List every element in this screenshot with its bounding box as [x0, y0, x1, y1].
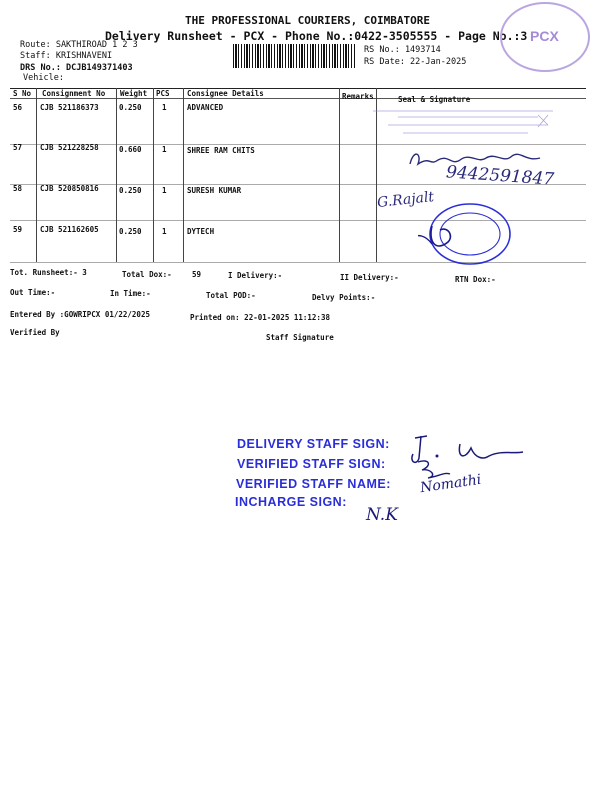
runsheet-subtitle: Delivery Runsheet - PCX - Phone No.:0422-3505555 - Page No.:3 — [105, 29, 528, 43]
total-dox-label: Total Dox:- — [122, 270, 172, 279]
rs-date: RS Date: 22-Jan-2025 — [364, 57, 467, 67]
handwritten-phone: 9442591847 — [445, 162, 555, 190]
stamp-verified-staff-sign: VERIFIED STAFF SIGN: — [237, 457, 386, 471]
row-weight: 0.250 — [119, 227, 142, 236]
col-weight: Weight — [120, 89, 148, 98]
in-time: In Time:- — [110, 289, 151, 298]
vehicle-label: Vehicle: — [23, 73, 64, 83]
staff-label: Staff: KRISHNAVENI — [20, 51, 113, 61]
row-sno: 59 — [13, 225, 23, 234]
stamp-verified-staff-name: VERIFIED STAFF NAME: — [236, 477, 391, 491]
barcode — [233, 44, 355, 68]
entered-by: Entered By :GOWRIPCX 01/22/2025 — [10, 310, 150, 319]
row-weight: 0.250 — [119, 103, 142, 112]
verified-staff-name-handwritten: Nomathi — [419, 471, 483, 497]
ii-delivery: II Delivery:- — [340, 273, 399, 282]
pcx-seal-text: PCX — [530, 28, 559, 44]
tot-runsheet: Tot. Runsheet:- 3 — [10, 268, 87, 277]
row-sno: 56 — [13, 103, 23, 112]
col-seal-signature: Seal & Signature — [398, 95, 471, 104]
row-consignee: SHREE RAM CHITS — [187, 146, 255, 155]
delvy-points: Delvy Points:- — [312, 293, 376, 302]
total-pod: Total POD:- — [206, 291, 256, 300]
staff-signature-label: Staff Signature — [266, 333, 334, 342]
drs-number: DRS No.: DCJB149371403 — [20, 63, 133, 73]
company-stamp-icon — [368, 103, 568, 143]
incharge-initials-handwritten: N.K — [366, 505, 398, 525]
out-time: Out Time:- — [10, 288, 56, 297]
total-dox-value: 59 — [192, 270, 202, 279]
rtn-dox: RTN Dox:- — [455, 275, 496, 284]
row-pcs: 1 — [162, 186, 167, 195]
row-weight: 0.660 — [119, 145, 142, 154]
row-sno: 57 — [13, 143, 23, 152]
stamp-incharge-sign: INCHARGE SIGN: — [235, 495, 347, 509]
stamp-delivery-staff-sign: DELIVERY STAFF SIGN: — [237, 437, 390, 451]
printed-on: Printed on: 22-01-2025 11:12:38 — [190, 313, 330, 322]
row-consignment: CJB 521228258 — [40, 143, 99, 152]
row-consignee: SURESH KUMAR — [187, 186, 242, 195]
row-pcs: 1 — [162, 145, 167, 154]
col-pcs: PCS — [156, 89, 170, 98]
round-seal-icon — [418, 196, 518, 268]
handwritten-name: G.Rajalt — [376, 189, 435, 211]
row-pcs: 1 — [162, 227, 167, 236]
row-consignment: CJB 521186373 — [40, 103, 99, 112]
row-consignee: ADVANCED — [187, 103, 224, 112]
verified-by: Verified By — [10, 328, 60, 337]
row-pcs: 1 — [162, 103, 167, 112]
row-consignee: DYTECH — [187, 227, 215, 236]
i-delivery: I Delivery:- — [228, 271, 283, 280]
col-consignee: Consignee Details — [187, 89, 264, 98]
rs-number: RS No.: 1493714 — [364, 45, 441, 55]
row-sno: 58 — [13, 184, 23, 193]
company-title: THE PROFESSIONAL COURIERS, COIMBATORE — [185, 14, 431, 27]
col-sno: S No — [13, 89, 32, 98]
col-remarks: Remarks — [342, 92, 374, 101]
col-consignment: Consignment No — [42, 89, 106, 98]
row-consignment: CJB 521162605 — [40, 225, 99, 234]
route-label: Route: SAKTHIROAD 1 2 3 — [20, 40, 138, 50]
row-weight: 0.250 — [119, 186, 142, 195]
row-consignment: CJB 520850816 — [40, 184, 99, 193]
